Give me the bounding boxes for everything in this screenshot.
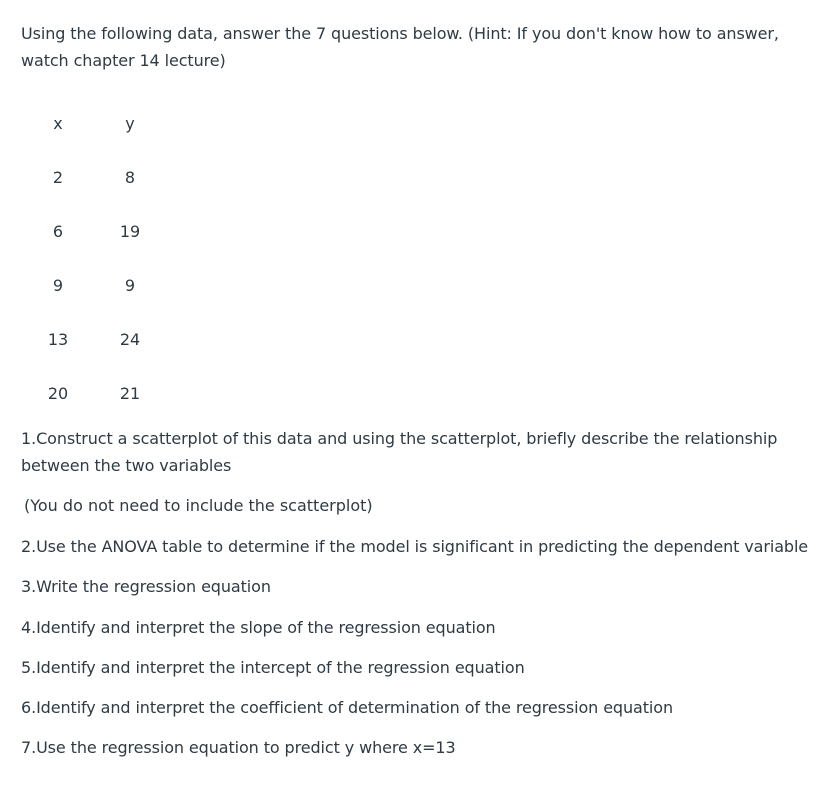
scatterplot-note: (You do not need to include the scatterplot): [24, 496, 373, 515]
column-header-y: y: [125, 113, 135, 133]
table-cell-y: 8: [124, 167, 136, 187]
table-cell-x: 9: [52, 275, 64, 295]
table-cell-x: 6: [52, 221, 64, 241]
question-1: 1.Construct a scatterplot of this data and using the scatterplot, briefly describe the relationship between the two variables: [21, 429, 778, 475]
table-row: [22, 312, 166, 366]
intro-text: Using the following data, answer the 7 questions below. (Hint: If you don't know how to answer, watch chapter 14 lecture): [21, 24, 779, 70]
question-3: 3.Write the regression equation: [21, 577, 271, 597]
table-row: [22, 150, 166, 204]
question-4: 4.Identify and interpret the slope of the regression equation: [21, 617, 496, 637]
table-row: [22, 366, 166, 420]
question-5: 5.Identify and interpret the intercept of the regression equation: [21, 657, 525, 677]
table-row: [22, 258, 166, 312]
table-header-row: [22, 96, 166, 150]
data-table: [22, 96, 166, 420]
table-cell-x: 2: [52, 167, 64, 187]
table-row: [22, 204, 166, 258]
table-cell-x: 13: [47, 329, 69, 349]
question-2: 2.Use the ANOVA table to determine if the model is significant in predicting the dependent variable: [21, 537, 809, 556]
table-cell-x: 20: [47, 383, 69, 403]
table-cell-y: 19: [119, 221, 141, 241]
question-7: 7.Use the regression equation to predict y where x=13: [21, 738, 456, 758]
question-6: 6.Identify and interpret the coefficient of determination of the regression equation: [21, 698, 673, 718]
table-cell-y: 21: [119, 383, 141, 403]
table-cell-y: 9: [124, 275, 136, 295]
column-header-x: x: [53, 113, 63, 133]
table-cell-y: 24: [119, 329, 141, 349]
question-list: [21, 533, 831, 775]
